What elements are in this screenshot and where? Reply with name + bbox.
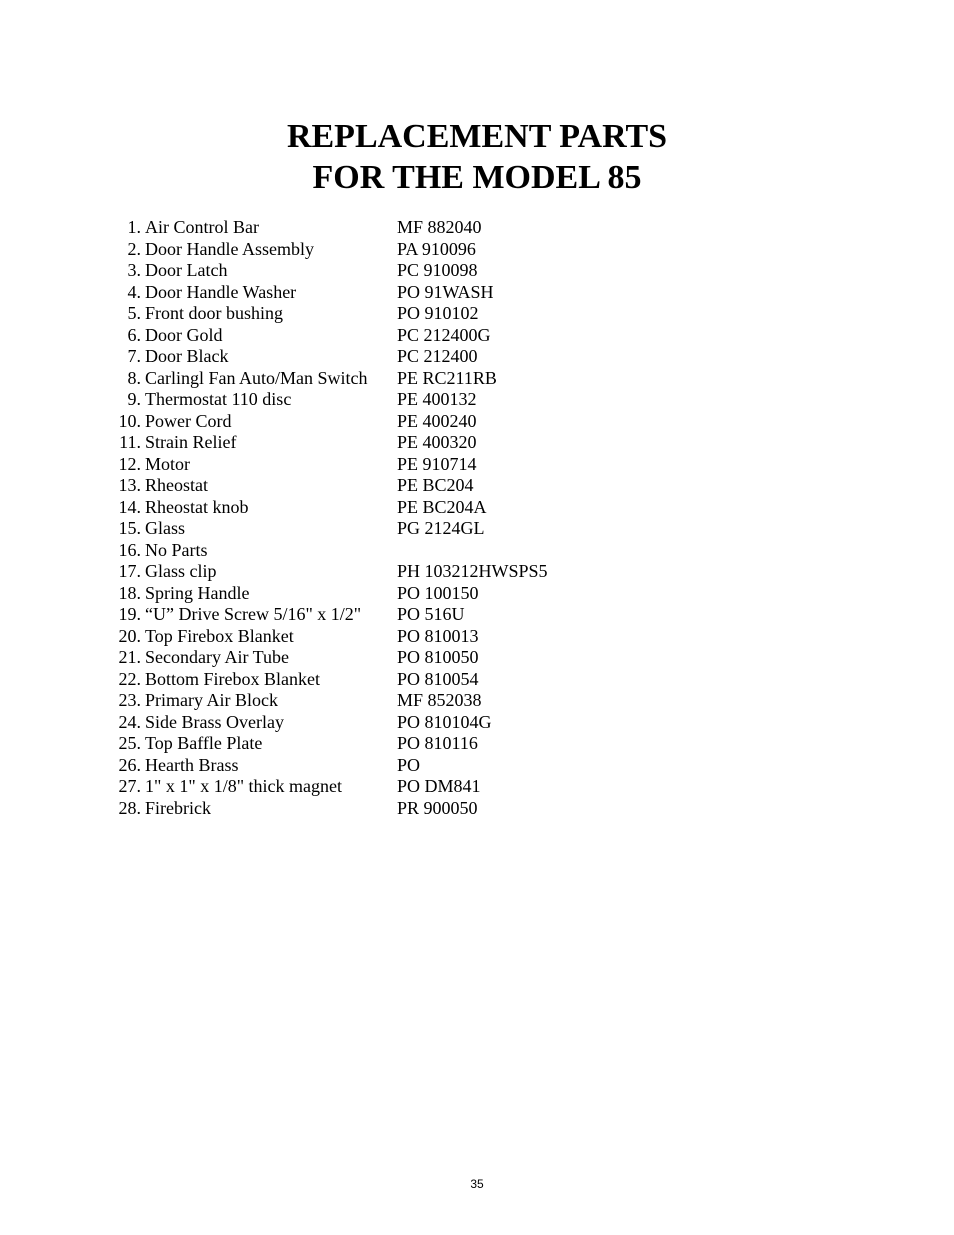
part-number: 18. — [118, 582, 141, 603]
part-description: Bottom Firebox Blanket — [145, 668, 320, 689]
part-code: PO 516U — [397, 604, 465, 624]
part-description: Strain Relief — [145, 432, 237, 452]
part-number: 2. — [127, 238, 141, 259]
part-code: MF 852038 — [397, 690, 482, 710]
list-item — [0, 776, 954, 798]
part-number: 23. — [118, 690, 141, 710]
list-item — [0, 389, 954, 411]
part-number: 28. — [118, 797, 141, 818]
list-item — [0, 260, 954, 282]
part-code: PO — [397, 754, 421, 775]
list-item — [0, 712, 954, 734]
list-item — [0, 217, 954, 239]
part-description: Air Control Bar — [145, 217, 259, 237]
part-code: PO 810104G — [397, 711, 492, 732]
part-number: 6. — [127, 324, 141, 345]
part-number: 4. — [127, 281, 141, 302]
part-number: 24. — [118, 711, 141, 732]
part-number: 11. — [119, 432, 141, 452]
list-item — [0, 368, 954, 390]
list-item — [0, 411, 954, 433]
list-item — [0, 325, 954, 347]
part-code: PE BC204A — [397, 496, 487, 517]
part-description: Glass — [145, 518, 185, 538]
list-item — [0, 239, 954, 261]
part-description: Door Handle Assembly — [145, 238, 314, 259]
part-number: 14. — [118, 496, 141, 517]
parts-list — [0, 217, 954, 819]
part-description: Door Black — [145, 346, 229, 366]
part-code: PE BC204 — [397, 475, 474, 495]
page-title — [0, 116, 954, 198]
part-description: Spring Handle — [145, 582, 250, 603]
part-number: 21. — [118, 647, 141, 667]
part-description: Thermostat 110 disc — [145, 389, 292, 409]
part-code: PO 810054 — [397, 668, 479, 689]
part-description: “U” Drive Screw 5/16" x 1/2" — [145, 604, 362, 624]
part-description: No Parts — [145, 539, 208, 560]
list-item — [0, 561, 954, 583]
part-code: PC 212400G — [397, 324, 491, 345]
part-code: PC 910098 — [397, 260, 478, 280]
list-item — [0, 303, 954, 325]
list-item — [0, 346, 954, 368]
part-description: Motor — [145, 453, 190, 474]
part-number: 3. — [127, 260, 141, 280]
part-number: 27. — [118, 776, 141, 796]
part-description: Rheostat knob — [145, 496, 249, 517]
list-item — [0, 626, 954, 648]
part-code: PO 810050 — [397, 647, 479, 667]
part-description: Top Baffle Plate — [145, 733, 263, 753]
part-code: PR 900050 — [397, 797, 478, 818]
part-number: 10. — [118, 410, 141, 431]
list-item — [0, 669, 954, 691]
part-code: PO DM841 — [397, 776, 481, 796]
part-number: 22. — [118, 668, 141, 689]
list-item — [0, 733, 954, 755]
list-item — [0, 690, 954, 712]
part-number: 20. — [118, 625, 141, 646]
part-code: PE 400320 — [397, 432, 477, 452]
list-item — [0, 755, 954, 777]
part-description: Primary Air Block — [145, 690, 278, 710]
list-item — [0, 647, 954, 669]
part-code: PO 810116 — [397, 733, 478, 753]
part-number: 7. — [127, 346, 141, 366]
title-line-2: FOR THE MODEL 85 — [312, 159, 642, 196]
part-number: 19. — [118, 604, 141, 624]
part-code: PO 100150 — [397, 582, 479, 603]
part-code: MF 882040 — [397, 217, 482, 237]
part-description: Door Gold — [145, 324, 223, 345]
part-description: Power Cord — [145, 410, 232, 431]
part-code: PA 910096 — [397, 238, 476, 259]
part-description: Rheostat — [145, 475, 208, 495]
part-description: Front door bushing — [145, 303, 284, 323]
part-code: PE 910714 — [397, 453, 477, 474]
part-number: 12. — [118, 453, 141, 474]
part-number: 17. — [118, 561, 141, 581]
list-item — [0, 282, 954, 304]
part-description: Door Latch — [145, 260, 228, 280]
part-number: 5. — [127, 303, 141, 323]
list-item — [0, 798, 954, 820]
part-number: 15. — [118, 518, 141, 538]
list-item — [0, 497, 954, 519]
part-description: Secondary Air Tube — [145, 647, 289, 667]
part-description: Firebrick — [145, 797, 211, 818]
list-item — [0, 540, 954, 562]
part-code: PE RC211RB — [397, 367, 497, 388]
part-number: 1. — [127, 217, 141, 237]
part-number: 16. — [118, 539, 141, 560]
part-description: Top Firebox Blanket — [145, 625, 294, 646]
part-code: PO 910102 — [397, 303, 479, 323]
part-description: Door Handle Washer — [145, 281, 297, 302]
part-code: PG 2124GL — [397, 518, 485, 538]
part-code: PH 103212HWSPS5 — [397, 561, 548, 581]
list-item — [0, 583, 954, 605]
list-item — [0, 604, 954, 626]
part-code: PO 91WASH — [397, 281, 494, 302]
part-description: Side Brass Overlay — [145, 711, 284, 732]
part-number: 26. — [118, 754, 141, 775]
list-item — [0, 518, 954, 540]
part-description: Glass clip — [145, 561, 217, 581]
part-code: PC 212400 — [397, 346, 478, 366]
part-description: Carlingl Fan Auto/Man Switch — [145, 367, 368, 388]
part-description: 1" x 1" x 1/8" thick magnet — [145, 776, 343, 796]
list-item — [0, 454, 954, 476]
part-code: PE 400132 — [397, 389, 477, 409]
list-item — [0, 475, 954, 497]
list-item — [0, 432, 954, 454]
part-number: 25. — [118, 733, 141, 753]
part-code: PO 810013 — [397, 625, 479, 646]
part-description: Hearth Brass — [145, 754, 239, 775]
part-number: 8. — [127, 367, 141, 388]
title-line-1: REPLACEMENT PARTS — [286, 118, 668, 155]
part-code: PE 400240 — [397, 410, 477, 431]
page-number: 35 — [470, 1177, 484, 1191]
part-number: 9. — [127, 389, 141, 409]
part-number: 13. — [118, 475, 141, 495]
